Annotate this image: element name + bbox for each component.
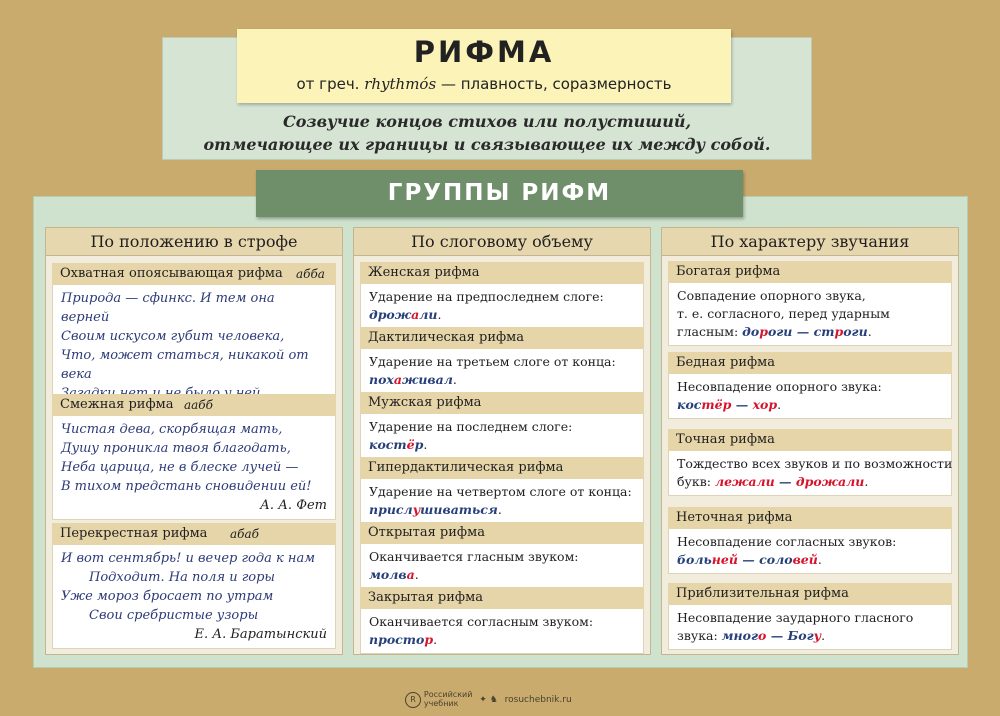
website-link[interactable]: rosuchebnik.ru [504, 694, 572, 705]
card-title: Перекрестная рифма абаб [52, 523, 336, 545]
rhyme-scheme: абаб [230, 527, 259, 541]
card-text: Ударение на предпоследнем слоге: дрожали. [360, 284, 644, 329]
example-word: простор [369, 632, 434, 647]
card-dactylic-rhyme [360, 327, 644, 394]
example-word: прислушиваться [369, 502, 498, 517]
card-title: Неточная рифма [668, 507, 952, 529]
poem: Чистая дева, скорбящая мать, Душу проникла твоя благодать, Неба царица, не в блеске лучей — В тихом предстань сновидении ей! А. А. Фет [52, 416, 336, 520]
column-title: По характеру звучания [662, 228, 958, 256]
poem-author: Е. А. Баратынский [194, 627, 327, 642]
card-cross-rhyme [52, 523, 336, 649]
example-word: соловей [759, 552, 818, 567]
card-text: Несовпадение заударного гласного звука: много — Богу. [668, 605, 952, 650]
title-card [237, 29, 731, 103]
column-syllables [353, 227, 651, 655]
column-title: По слоговому объему [354, 228, 650, 256]
poem: И вот сентябрь! и вечер года к нам Подходит. На поля и горы Уже мороз бросает по утрам Свои сребристые узоры Е. А. Баратынский [52, 545, 336, 649]
card-title: Гипердактилическая рифма [360, 457, 644, 479]
etymology: от греч. rhythmós — плавность, соразмерность [296, 75, 672, 93]
example-word: похаживал [369, 372, 453, 387]
card-approximate-rhyme [668, 583, 952, 650]
example-word: больней [677, 552, 738, 567]
rhyme-scheme: аабб [184, 398, 213, 412]
publisher-name: Российский учебник [423, 690, 473, 708]
example-word: много [721, 628, 767, 643]
card-text: Ударение на четвертом слоге от конца: прислушиваться. [360, 479, 644, 524]
page-title: РИФМА [413, 35, 555, 69]
card-exact-rhyme [668, 429, 952, 496]
example-word: хор [752, 397, 778, 412]
card-feminine-rhyme [360, 262, 644, 329]
card-rich-rhyme [668, 261, 952, 346]
example-word: дрожали [795, 474, 865, 489]
card-title: Открытая рифма [360, 522, 644, 544]
card-title: Закрытая рифма [360, 587, 644, 609]
card-text: Ударение на последнем слоге: костёр. [360, 414, 644, 459]
example-word: строги [813, 324, 868, 339]
card-poor-rhyme [668, 352, 952, 419]
card-title: Точная рифма [668, 429, 952, 451]
column-position [45, 227, 343, 655]
card-text: Оканчивается гласным звуком: молва. [360, 544, 644, 589]
example-word: костёр [677, 397, 732, 412]
partner-logos-icon: ✦ ♞ [479, 694, 498, 705]
example-word: дрожали [369, 307, 438, 322]
definition: Созвучие концов стихов или полустиший, отмечающее их границы и связывающее их между собой. [203, 112, 771, 154]
card-masculine-rhyme [360, 392, 644, 459]
example-word: лежали [714, 474, 775, 489]
column-sound [661, 227, 959, 655]
card-text: Тождество всех звуков и по возможности букв: лежали — дрожали. [668, 451, 952, 496]
card-adjacent-rhyme [52, 394, 336, 520]
example-word: Богу [787, 628, 822, 643]
publisher-logo-icon: R [405, 692, 421, 708]
card-inexact-rhyme [668, 507, 952, 574]
example-word: костёр [369, 437, 424, 452]
card-text: Ударение на третьем слоге от конца: похаживал. [360, 349, 644, 394]
card-title: Смежная рифма аабб [52, 394, 336, 416]
card-text: Несовпадение опорного звука: костёр — хор. [668, 374, 952, 419]
card-hyperdactylic-rhyme [360, 457, 644, 524]
poem: Природа — сфинкс. И тем она верней Своим искусом губит человека, Что, может статься, никакой от века [52, 285, 336, 427]
card-title: Богатая рифма [668, 261, 952, 283]
card-title: Мужская рифма [360, 392, 644, 414]
card-open-rhyme [360, 522, 644, 589]
publisher-footer [405, 691, 605, 709]
card-title: Дактилическая рифма [360, 327, 644, 349]
rhyme-scheme: абба [296, 267, 325, 281]
card-text: Несовпадение согласных звуков: больней — соловей. [668, 529, 952, 574]
groups-banner: ГРУППЫ РИФМ [256, 170, 743, 217]
etymology-word: rhythmós [364, 75, 437, 93]
card-closed-rhyme [360, 587, 644, 654]
column-title: По положению в строфе [46, 228, 342, 256]
card-text: Оканчивается согласным звуком: простор. [360, 609, 644, 654]
card-title: Охватная опоясывающая рифма абба [52, 263, 336, 285]
card-text: Совпадение опорного звука, т. е. согласного, перед ударным гласным: дороги — строги. [668, 283, 952, 346]
example-word: молва [369, 567, 415, 582]
card-title: Приблизительная рифма [668, 583, 952, 605]
card-title: Бедная рифма [668, 352, 952, 374]
example-word: дороги [742, 324, 793, 339]
card-title: Женская рифма [360, 262, 644, 284]
poem-author: А. А. Фет [259, 498, 327, 513]
